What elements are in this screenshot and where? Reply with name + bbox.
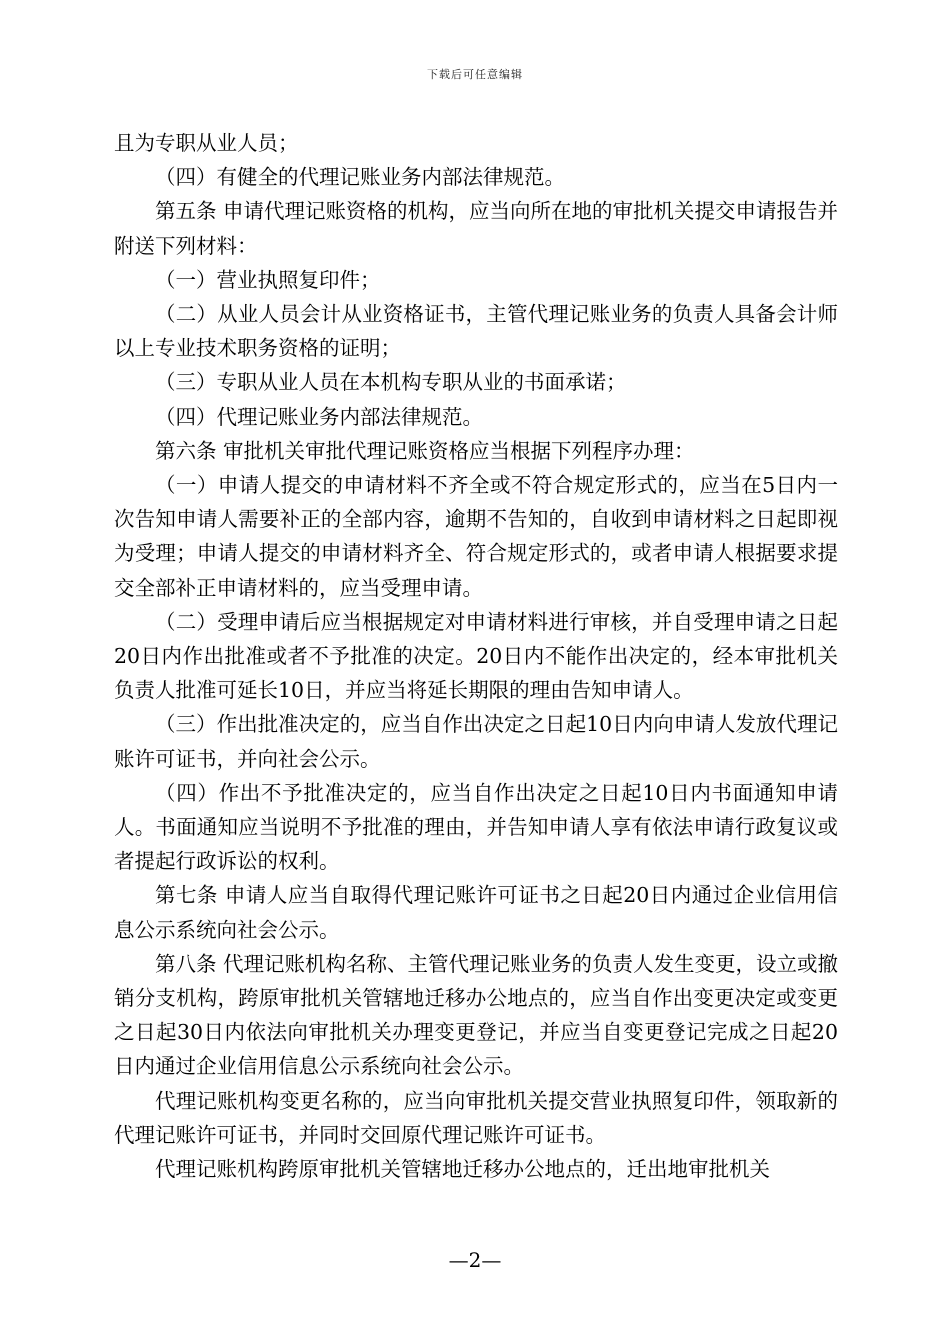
paragraph: （二）受理申请后应当根据规定对申请材料进行审核，并自受理申请之日起20日内作出批准或者不予批准的决定。20日内不能作出决定的，经本审批机关负责人批准可延长10日，并应当将延长期限的理由告知申请人。 [114,609,838,703]
paragraph: （三）作出批准决定的，应当自作出决定之日起10日内向申请人发放代理记账许可证书，并向社会公示。 [114,712,838,771]
paragraph: （三）专职从业人员在本机构专职从业的书面承诺； [155,370,627,395]
paragraph: 第八条 代理记账机构名称、主管代理记账业务的负责人发生变更，设立或撤销分支机构，跨原审批机关管辖地迁移办公地点的，应当自作出变更决定或变更之日起30日内依法向审批机关办理变更登记，并应当自变更登记完成之日起20日内通过企业信用信息公示系统向社会公示。 [114,951,839,1079]
page-number: —2— [448,1248,502,1272]
paragraph: （一）申请人提交的申请材料不齐全或不符合规定形式的，应当在5日内一次告知申请人需要补正的全部内容，逾期不告知的，自收到申请材料之日起即视为受理；申请人提交的申请材料齐全、符合规定形式的，或者申请人根据要求提交全部补正申请材料的，应当受理申请。 [114,473,838,600]
paragraph: （四）代理记账业务内部法律规范。 [155,404,483,429]
paragraph: （二）从业人员会计从业资格证书，主管代理记账业务的负责人具备会计师以上专业技术职务资格的证明； [114,302,838,361]
paragraph: 代理记账机构跨原审批机关管辖地迁移办公地点的，迁出地审批机关 [155,1157,770,1182]
paragraph: 第六条 审批机关审批代理记账资格应当根据下列程序办理： [155,438,695,463]
document-body [114,126,838,1186]
paragraph: 第五条 申请代理记账资格的机构，应当向所在地的审批机关提交申请报告并附送下列材料： [114,199,839,258]
paragraph: 且为专职从业人员； [114,131,299,155]
paragraph: （四）作出不予批准决定的，应当自作出决定之日起10日内书面通知申请人。书面通知应当说明不予批准的理由，并告知申请人享有依法申请行政复议或者提起行政诉讼的权利。 [114,780,838,874]
page-header: 下载后可任意编辑 [427,68,523,81]
paragraph: 第七条 申请人应当自取得代理记账许可证书之日起20日内通过企业信用信息公示系统向社会公示。 [114,883,838,942]
paragraph: （一）营业执照复印件； [155,267,381,292]
paragraph: 代理记账机构变更名称的，应当向审批机关提交营业执照复印件，领取新的代理记账许可证书，并同时交回原代理记账许可证书。 [114,1088,838,1147]
paragraph: （四）有健全的代理记账业务内部法律规范。 [155,165,565,190]
